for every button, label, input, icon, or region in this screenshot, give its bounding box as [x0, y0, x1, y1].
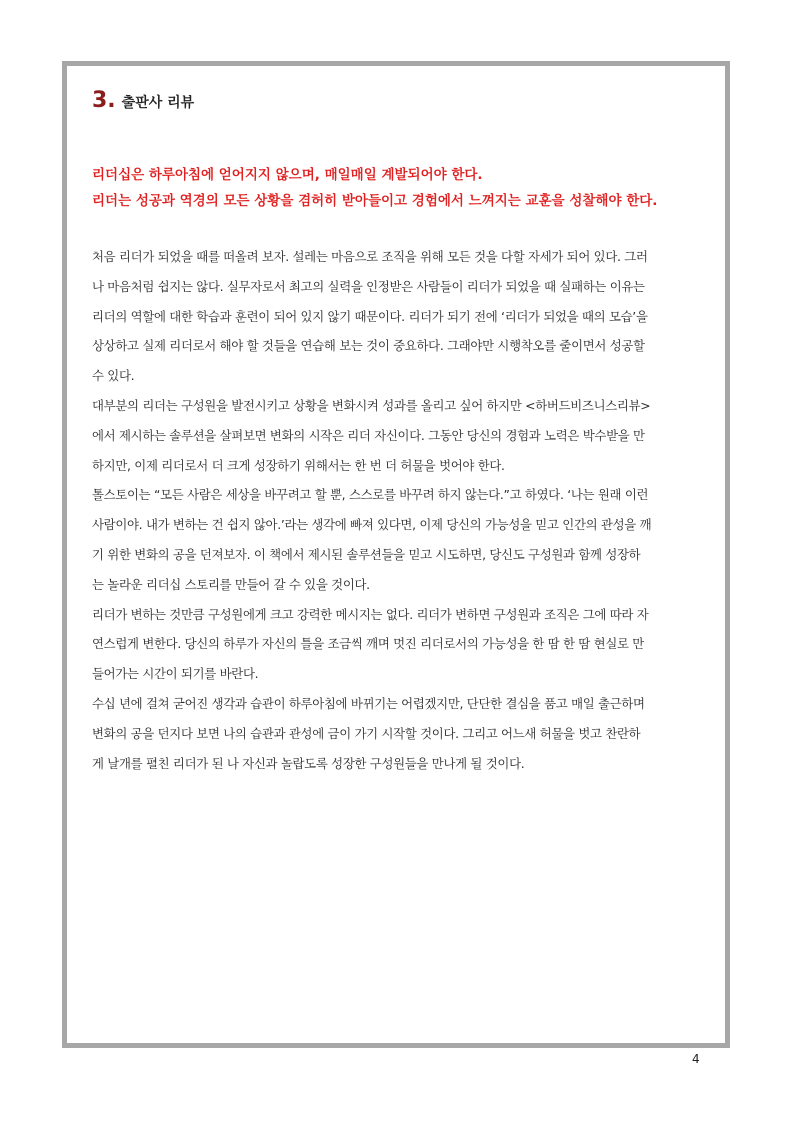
body-line: 게 날개를 펼친 리더가 된 나 자신과 놀랍도록 성장한 구성원들을 만나게 될 것이다. [92, 755, 525, 771]
body-line: 사람이야. 내가 변하는 건 쉽지 않아.’라는 생각에 빠져 있다면, 이제 당신의 가능성을 믿고 인간의 관성을 깨 [92, 517, 652, 533]
body-line: 톨스토이는 “모든 사람은 세상을 바꾸려고 할 뿐, 스스로를 바꾸려 하지 않는다.”고 하였다. ‘나는 원래 이런 [92, 487, 649, 503]
section-number: 3. [92, 88, 116, 113]
highlight-line: 리더십은 하루아침에 얻어지지 않으며, 매일매일 계발되어야 한다. [92, 167, 483, 183]
body-line: 리더의 역할에 대한 학습과 훈련이 되어 있지 않기 때문이다. 리더가 되기 전에 ‘리더가 되었을 때의 모습’을 [92, 308, 648, 324]
body-line: 에서 제시하는 솔루션을 살펴보면 변화의 시작은 리더 자신이다. 그동안 당신의 경험과 노력은 박수받을 만 [92, 427, 645, 443]
highlight-line: 리더는 성공과 역경의 모든 상황을 겸허히 받아들이고 경험에서 느껴지는 교훈을 성찰해야 한다. [92, 193, 658, 209]
body-line: 상상하고 실제 리더로서 해야 할 것들을 연습해 보는 것이 중요하다. 그래야만 시행착오를 줄이면서 성공할 [92, 338, 645, 354]
body-line: 변화의 공을 던지다 보면 나의 습관과 관성에 금이 가기 시작할 것이다. 그리고 어느새 허물을 벗고 찬란하 [92, 725, 641, 741]
body-line: 들어가는 시간이 되기를 바란다. [92, 666, 259, 682]
body-line: 수십 년에 걸쳐 굳어진 생각과 습관이 하루아침에 바뀌기는 어렵겠지만, 단단한 결심을 품고 매일 출근하며 [92, 695, 645, 711]
body-line: 수 있다. [92, 368, 135, 384]
body-line: 처음 리더가 되었을 때를 떠올려 보자. 설레는 마음으로 조직을 위해 모든 것을 다할 자세가 되어 있다. 그러 [92, 249, 648, 264]
page-number: 4 [692, 1052, 700, 1066]
highlight-block [92, 162, 712, 214]
section-heading [92, 88, 194, 113]
body-line: 나 마음처럼 쉽지는 않다. 실무자로서 최고의 실력을 인정받은 사람들이 리더가 되었을 때 실패하는 이유는 [92, 278, 645, 294]
body-line: 리더가 변하는 것만큼 구성원에게 크고 강력한 메시지는 없다. 리더가 변하면 구성원과 조직은 그에 따라 자 [92, 606, 649, 622]
section-title: 출판사 리뷰 [121, 95, 195, 111]
body-line: 는 놀라운 리더십 스토리를 만들어 갈 수 있을 것이다. [92, 576, 370, 592]
body-line: 하지만, 이제 리더로서 더 크게 성장하기 위해서는 한 번 더 허물을 벗어야 한다. [92, 457, 505, 473]
body-line: 기 위한 변화의 공을 던져보자. 이 책에서 제시된 솔루션들을 믿고 시도하면, 당신도 구성원과 함께 성장하 [92, 546, 641, 562]
review-body [92, 242, 702, 778]
body-line: 연스럽게 변한다. 당신의 하루가 자신의 틀을 조금씩 깨며 멋진 리더로서의 가능성을 한 땀 한 땀 현실로 만 [92, 636, 644, 652]
body-line: 대부분의 리더는 구성원을 발전시키고 상황을 변화시켜 성과를 올리고 싶어 하지만 <하버드비즈니스리뷰> [92, 397, 651, 413]
